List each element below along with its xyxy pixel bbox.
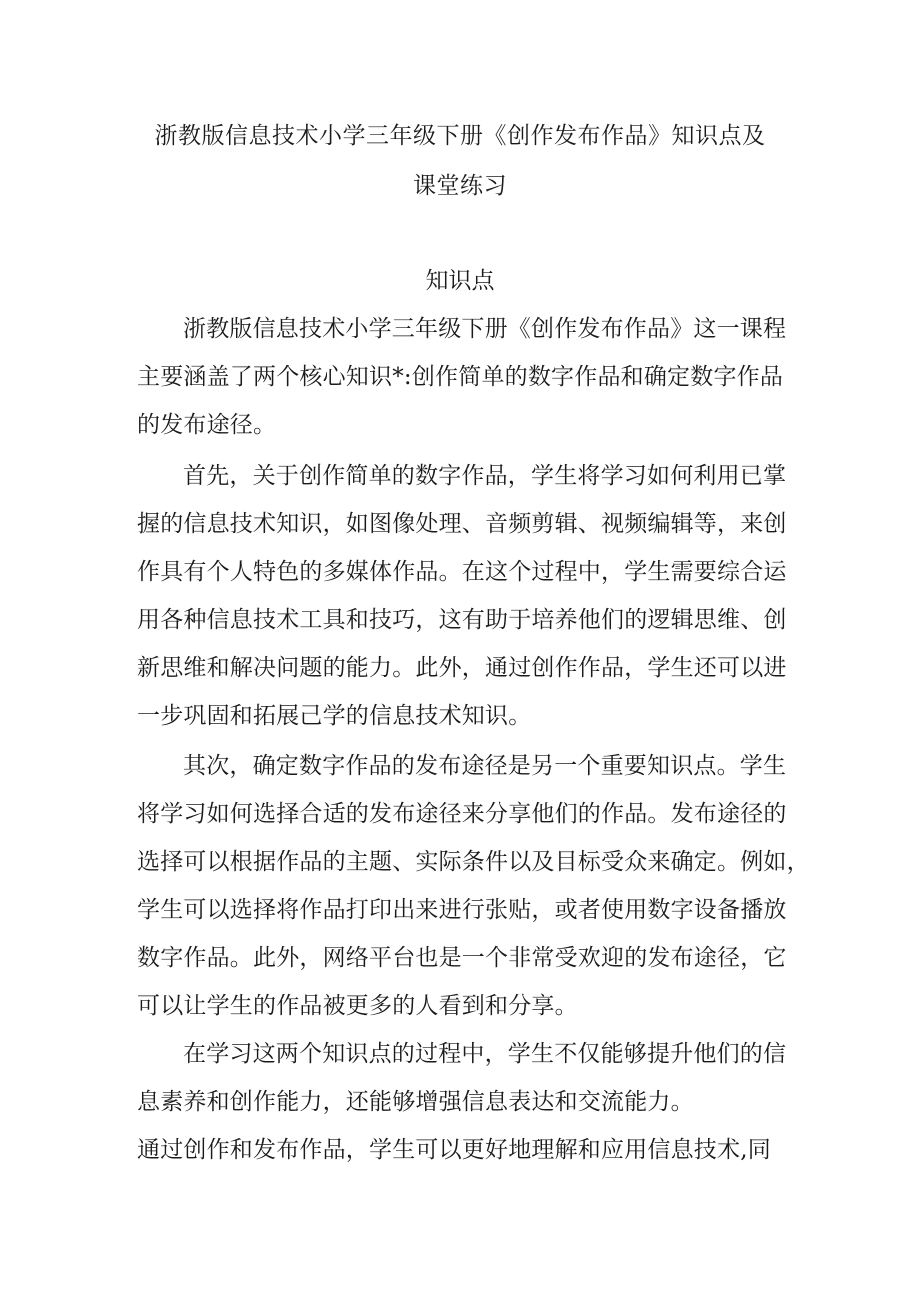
- paragraph-1-line-2: 主要涵盖了两个核心知识*:创作简单的数字作品和确定数字作品: [137, 364, 784, 390]
- paragraph-3-line-1: 其次，确定数字作品的发布途径是另一个重要知识点。学生: [183, 753, 787, 779]
- paragraph-2-line-6: 一步巩固和拓展己学的信息技术知识。: [137, 703, 532, 729]
- paragraph-5-line-1: 通过创作和发布作品，学生可以更好地理解和应用信息技术,同: [137, 1137, 771, 1163]
- paragraph-2-line-5: 新思维和解决问题的能力。此外，通过创作作品，学生还可以进: [137, 655, 787, 681]
- paragraph-2-line-1: 首先，关于创作简单的数字作品，学生将学习如何利用已掌: [183, 463, 787, 489]
- paragraph-3-line-5: 数字作品。此外，网络平台也是一个非常受欢迎的发布途径，它: [137, 945, 787, 971]
- paragraph-3-line-4: 学生可以选择将作品打印出来进行张贴，或者使用数字设备播放: [137, 897, 787, 923]
- document-title-line-1: 浙教版信息技术小学三年级下册《创作发布作品》知识点及: [154, 123, 766, 149]
- section-heading: 知识点: [425, 268, 495, 294]
- paragraph-2-line-2: 握的信息技术知识，如图像处理、音频剪辑、视频编辑等，来创: [137, 511, 787, 537]
- paragraph-2-line-4: 用各种信息技术工具和技巧，这有助于培养他们的逻辑思维、创: [137, 607, 787, 633]
- paragraph-3-line-6: 可以让学生的作品被更多的人看到和分享。: [137, 993, 578, 1019]
- document-title-line-2: 课堂练习: [413, 173, 507, 199]
- paragraph-1-line-3: 的发布途径。: [137, 412, 277, 438]
- paragraph-3-line-3: 选择可以根据作品的主题、实际条件以及目标受众来确定。例如，: [137, 849, 810, 875]
- paragraph-3-line-2: 将学习如何选择合适的发布途径来分享他们的作品。发布途径的: [137, 801, 787, 827]
- paragraph-2-line-3: 作具有个人特色的多媒体作品。在这个过程中，学生需要综合运: [137, 559, 787, 585]
- paragraph-1-line-1: 浙教版信息技术小学三年级下册《创作发布作品》这一课程: [183, 316, 787, 342]
- paragraph-4-line-2: 息素养和创作能力，还能够增强信息表达和交流能力。: [137, 1089, 694, 1115]
- paragraph-4-line-1: 在学习这两个知识点的过程中，学生不仅能够提升他们的信: [183, 1041, 787, 1067]
